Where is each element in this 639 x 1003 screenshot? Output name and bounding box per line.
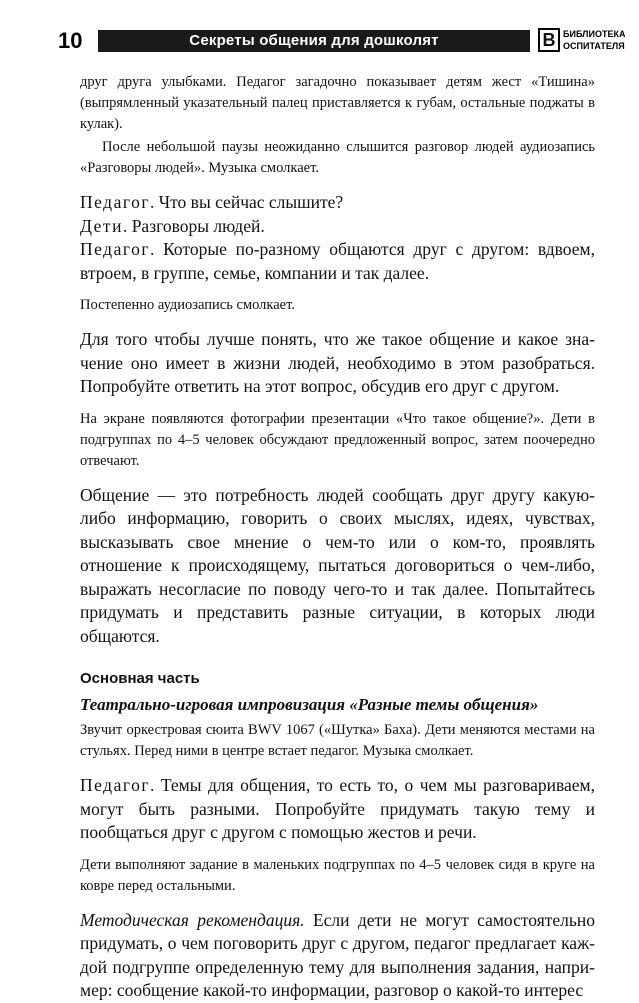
paragraph-text: Если дети не могут самостоятельно придумать, о чем поговорить друг с другом, педагог предлагает каждой подгруппе определенную тему для выполнения задания, например: сообщение какой-то информации, разговор о какой-то интерес bbox=[80, 909, 595, 1000]
dialogue-line bbox=[80, 191, 595, 215]
section-heading: Основная часть bbox=[80, 670, 200, 687]
speaker: Педагог bbox=[80, 775, 151, 795]
speaker: Педагог bbox=[80, 239, 151, 259]
logo-text bbox=[563, 28, 639, 52]
speaker: Дети bbox=[80, 215, 123, 236]
paragraph: Звучит оркестровая сюита BWV 1067 («Шутка» Баха). Дети меняются местами на стульях. Перед ними в центре встает педагог. Музыка смолкает. bbox=[80, 722, 595, 759]
paragraph: Общение — это потребность людей сообщать друг другу какую-либо информацию, говорить о своих мыслях, идеях, чувствах, высказывать свое мнение о чем-то или о ком-то, проявлять отношение к происходящему, пытаться договориться о чем-либо, выражать несогласие по поводу чего-то и так далее. Попытайтесь придумать и представить разные ситуации, в которых люди общаются. bbox=[80, 484, 595, 646]
running-title: Секреты общения для дошколят bbox=[98, 30, 530, 52]
subsection-heading: Театрально-игровая импровизация «Разные темы общения» bbox=[80, 695, 539, 714]
paragraph: Для того чтобы лучше понять, что же такое общение и какое значение оно имеет в жизни людей, необходимо в этом разобраться. Попробуйте ответить на этот вопрос, обсудив его друг с другом. bbox=[80, 329, 595, 396]
paragraph: Дети выполняют задание в маленьких подгруппах по 4–5 человек сидя в круге на ковре перед остальными. bbox=[80, 856, 595, 894]
recommendation-label: Методическая рекомендация. bbox=[80, 909, 305, 930]
dialogue-text: . Что вы сейчас слышите? bbox=[150, 192, 344, 212]
logo-letter: B bbox=[538, 28, 560, 52]
dialogue-text: . Разговоры людей. bbox=[122, 215, 265, 236]
paragraph: друг друга улыбками. Педагог загадочно показывает детям жест «Тишина» (выпрямленный указательный палец приставляется к губам, остальные поджаты в кулак). bbox=[80, 74, 595, 132]
page-body bbox=[80, 72, 595, 1003]
logo-line-1: БИБЛИОТЕКА bbox=[563, 29, 626, 39]
dialogue-text: . Которые по-разному общаются друг с другом: вдвоем, втроем, в группе, семье, компании и так далее. bbox=[80, 239, 595, 283]
paragraph bbox=[80, 909, 595, 1003]
dialogue-line bbox=[80, 238, 595, 285]
dialogue-text: . Темы для общения, то есть то, о чем мы разговариваем, могут быть разными. Попробуйте придумать такую тему и пообщаться друг с другом с помощью жестов и речи. bbox=[80, 775, 595, 842]
page-number: 10 bbox=[58, 28, 83, 53]
paragraph: После небольшой паузы неожиданно слышится разговор людей аудиозапись «Разговоры людей». Музыка смолкает. bbox=[80, 139, 595, 176]
series-logo bbox=[538, 28, 626, 54]
dialogue-line bbox=[80, 774, 595, 845]
paragraph: Постепенно аудиозапись смолкает. bbox=[80, 297, 295, 313]
speaker: Педагог bbox=[80, 192, 151, 212]
page-header bbox=[58, 28, 626, 56]
paragraph: На экране появляются фотографии презентации «Что такое общение?». Дети в подгруппах по 4–5 человек обсуждают предложенный вопрос, затем поочередно отвечают. bbox=[80, 410, 595, 469]
logo-line-2: ОСПИТАТЕЛЯ bbox=[563, 41, 625, 51]
dialogue-line bbox=[80, 215, 595, 239]
